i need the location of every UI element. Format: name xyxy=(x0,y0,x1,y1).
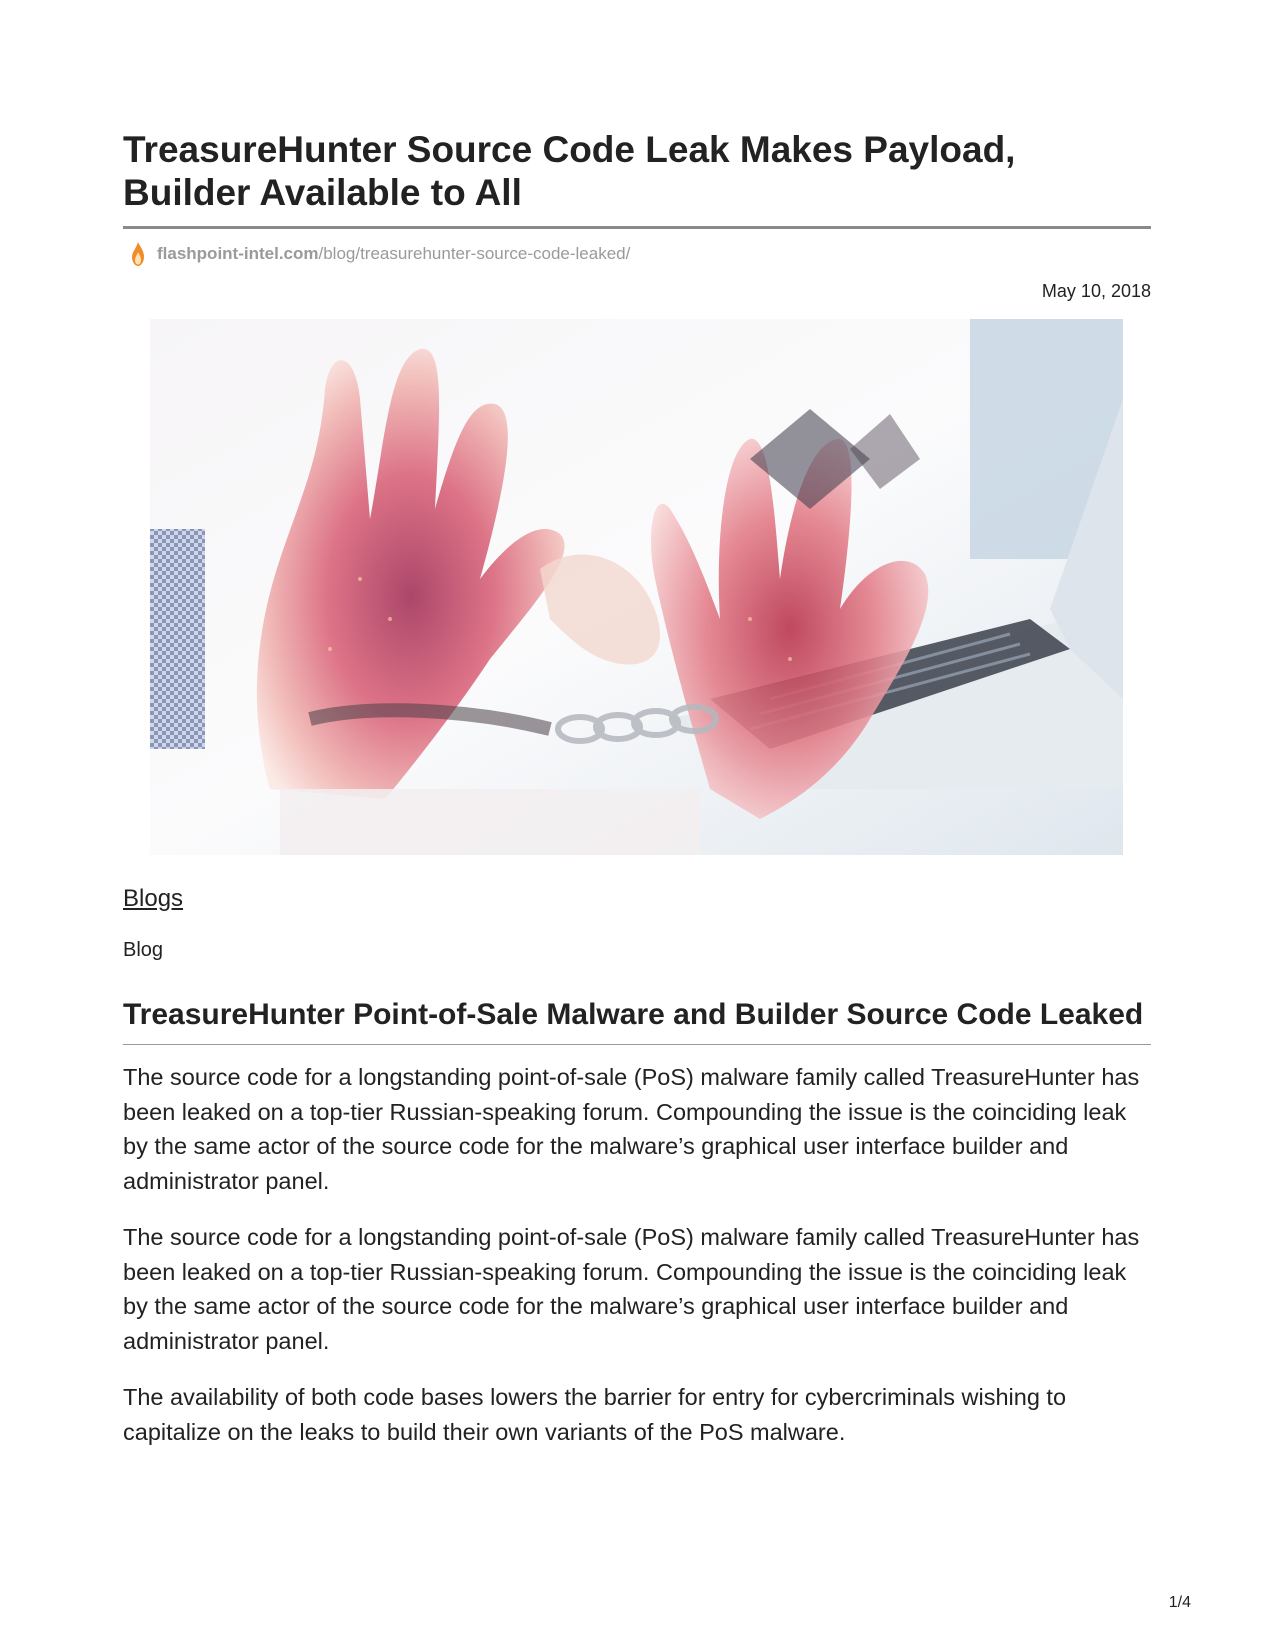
page-title: TreasureHunter Source Code Leak Makes Payload, Builder Available to All xyxy=(123,128,1151,229)
hero-image xyxy=(150,319,1123,855)
article-paragraph: The source code for a longstanding point-of-sale (PoS) malware family called TreasureHunter has been leaked on a top-tier Russian-speaking forum. Compounding the issue is the coinciding leak by the same actor of the source code for the malware’s graphical user interface builder and administrator panel. xyxy=(123,1224,1140,1354)
category-label: Blog xyxy=(123,939,164,961)
flame-icon xyxy=(129,241,147,267)
source-line xyxy=(123,241,1151,267)
category-link-blogs[interactable]: Blogs xyxy=(123,885,184,912)
article xyxy=(123,128,1151,1449)
publish-date: May 10, 2018 xyxy=(1041,281,1151,301)
article-paragraph: The source code for a longstanding point-of-sale (PoS) malware family called TreasureHunter has been leaked on a top-tier Russian-speaking forum. Compounding the issue is the coinciding leak by the same actor of the source code for the malware’s graphical user interface builder and administrator panel. xyxy=(123,1064,1140,1194)
section-heading: TreasureHunter Point-of-Sale Malware and Builder Source Code Leaked xyxy=(123,996,1151,1045)
page-number: 1/4 xyxy=(1168,1594,1191,1611)
source-path[interactable]: /blog/treasurehunter-source-code-leaked/ xyxy=(318,244,631,263)
source-domain[interactable]: flashpoint-intel.com xyxy=(157,244,319,263)
article-paragraph: The availability of both code bases lowers the barrier for entry for cybercriminals wishing to capitalize on the leaks to build their own variants of the PoS malware. xyxy=(123,1384,1067,1445)
